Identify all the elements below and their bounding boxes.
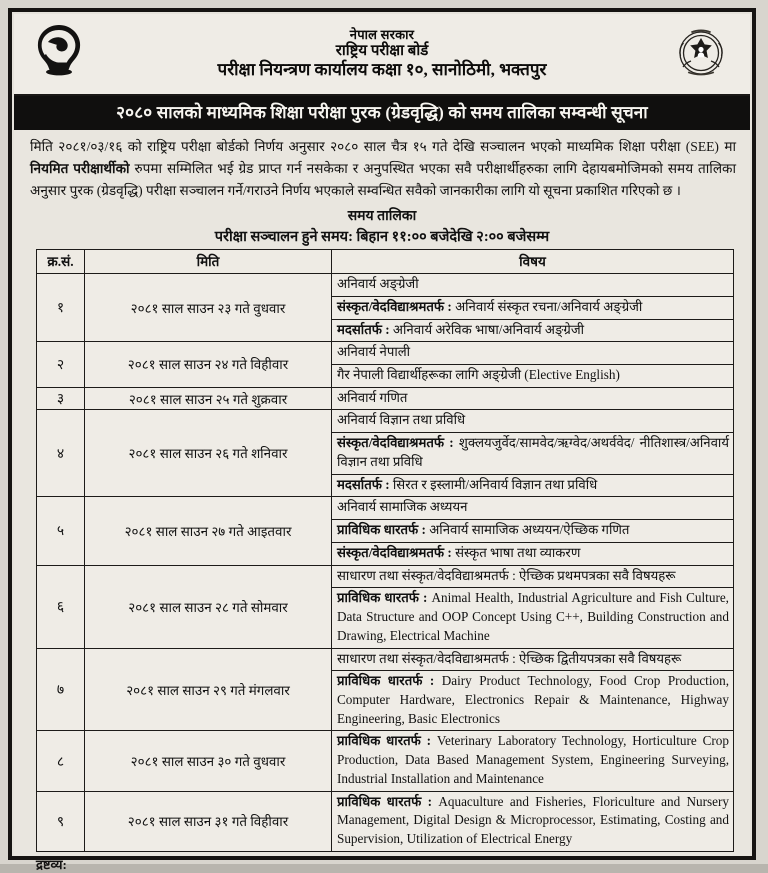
notice-paragraph xyxy=(14,130,750,204)
table-row xyxy=(37,274,734,297)
cell-subject xyxy=(332,387,734,410)
subject-stream-label: संस्कृत/वेदविद्याश्रमतर्फ : xyxy=(337,298,452,314)
cell-subject xyxy=(332,274,734,297)
table-row xyxy=(37,387,734,410)
subject-text: अनिवार्य सामाजिक अध्ययन/ऐच्छिक गणित xyxy=(425,522,630,538)
subject-stream-label: प्राविधिक धारतर्फ : xyxy=(337,522,426,538)
column-header-subject: विषय xyxy=(332,250,734,274)
table-row xyxy=(37,410,734,433)
notice-banner-title: २०८० सालको माध्यमिक शिक्षा परीक्षा पुरक (ग्रेडवृद्धि) को समय तालिका सम्वन्धी सूचना xyxy=(14,96,750,130)
subject-text: साधारण तथा संस्कृत/वेदविद्याश्रमतर्फ : ऐच्छिक द्वितीयपत्रका सवै विषयहरू xyxy=(337,650,682,666)
cell-serial-number: ८ xyxy=(37,731,85,791)
cell-subject xyxy=(332,296,734,319)
table-row xyxy=(37,497,734,520)
cell-serial-number: ५ xyxy=(37,497,85,565)
org-line-1: नेपाल सरकार xyxy=(349,27,415,43)
table-row xyxy=(37,648,734,671)
cell-exam-date: २०८१ साल साउन २३ गते वुधवार xyxy=(85,274,332,342)
subject-stream-label: संस्कृत/वेदविद्याश्रमतर्फ : xyxy=(337,544,452,560)
masthead xyxy=(14,14,750,96)
page-frame xyxy=(8,8,756,872)
cell-exam-date: २०८१ साल साउन ३१ गते विहीवार xyxy=(85,791,332,851)
table-row xyxy=(37,342,734,365)
subject-stream-label: प्राविधिक धारतर्फ : xyxy=(337,733,432,749)
subject-text: गैर नेपाली विद्यार्थीहरूका लागि अङ्ग्रेजी (Elective English) xyxy=(337,366,620,382)
subject-stream-label: प्राविधिक धारतर्फ : xyxy=(337,590,428,606)
cell-subject xyxy=(332,520,734,543)
subject-text: अनिवार्य सामाजिक अध्ययन xyxy=(337,499,468,515)
cell-serial-number: ४ xyxy=(37,410,85,497)
cell-subject xyxy=(332,565,734,588)
page-inner xyxy=(14,14,750,872)
routine-table-body xyxy=(37,274,734,852)
cell-subject xyxy=(332,671,734,731)
cell-exam-date: २०८१ साल साउन ३० गते वुधवार xyxy=(85,731,332,791)
footnote-label: द्रष्टव्य: xyxy=(36,856,67,872)
cell-subject xyxy=(332,542,734,565)
cell-subject xyxy=(332,319,734,342)
subject-text: Dairy Product Technology, Food Crop Production, Computer Hardware, Electronics Repair & Maintenance, Highway Engineering, Basic Electronics xyxy=(337,673,729,726)
cell-exam-date: २०८१ साल साउन २७ गते आइतवार xyxy=(85,497,332,565)
subject-text: Animal Health, Industrial Agriculture and Fish Culture, Data Structure and OOP Concept Using C++, Building Construction and Drawing, Electrical Machine xyxy=(337,590,729,643)
subject-text: शुक्लयजुर्वेद/सामवेद/ऋग्वेद/अथर्ववेद/ नीतिशास्त्र/अनिवार्य विज्ञान तथा प्रविधि xyxy=(337,435,729,469)
subject-text: अनिवार्य गणित xyxy=(337,389,408,405)
cell-exam-date: २०८१ साल साउन २६ गते शनिवार xyxy=(85,410,332,497)
subject-text: अनिवार्य अङ्ग्रेजी xyxy=(337,276,419,292)
cell-serial-number: ६ xyxy=(37,565,85,648)
cell-exam-date: २०८१ साल साउन २९ गते मंगलवार xyxy=(85,648,332,731)
org-line-3: परीक्षा नियन्त्रण कार्यालय कक्षा १०, सानोठिमी, भक्तपुर xyxy=(217,60,547,80)
cell-subject xyxy=(332,791,734,851)
subject-text: अनिवार्य विज्ञान तथा प्रविधि xyxy=(337,412,466,428)
column-header-sn: क्र.सं. xyxy=(37,250,85,274)
organization-titles xyxy=(218,27,547,80)
national-examination-board-seal-icon xyxy=(672,22,730,82)
cell-serial-number: ९ xyxy=(37,791,85,851)
subject-text: अनिवार्य नेपाली xyxy=(337,344,411,360)
cell-subject xyxy=(332,731,734,791)
subject-text: अनिवार्य संस्कृत रचना/अनिवार्य अङ्ग्रेजी xyxy=(451,298,643,314)
schedule-title: समय तालिका xyxy=(347,209,417,225)
subject-text: Aquaculture and Fisheries, Floriculture and Nursery Management, Digital Design & Microprocessor, Estimating, Costing and Supervision, Utilization of Electrical Energy xyxy=(337,793,729,847)
nepal-government-emblem-icon xyxy=(28,20,90,84)
cell-subject xyxy=(332,433,734,474)
cell-subject xyxy=(332,364,734,387)
cell-exam-date: २०८१ साल साउन २४ गते विहीवार xyxy=(85,342,332,387)
subject-text: सिरत र इस्लामी/अनिवार्य विज्ञान तथा प्रविधि xyxy=(389,476,598,492)
cell-subject xyxy=(332,474,734,497)
notice-paragraph-part2: रुपमा सम्मिलित भई ग्रेड प्राप्त गर्न नसकेका र अनुपस्थित भएका सवै परीक्षार्थीहरुका लागि देहायबमोजिमको समय तालिका अनुसार पुरक (ग्रेडवृद्धि) परीक्षा सञ्चालन गर्ने/गराउने निर्णय भएकाले सम्वन्धित सवैको जानकारीका लागि यो सूचना प्रकाशित गरिएको छ । xyxy=(30,161,736,199)
cell-serial-number: ३ xyxy=(37,387,85,410)
subject-text: साधारण तथा संस्कृत/वेदविद्याश्रमतर्फ : ऐच्छिक प्रथमपत्रका सवै विषयहरू xyxy=(337,567,676,583)
routine-table-wrapper xyxy=(14,249,750,852)
cell-exam-date: २०८१ साल साउन २५ गते शुक्रवार xyxy=(85,387,332,410)
column-header-date: मिति xyxy=(85,250,332,274)
cell-exam-date: २०८१ साल साउन २८ गते सोमवार xyxy=(85,565,332,648)
cell-serial-number: ७ xyxy=(37,648,85,731)
cell-subject xyxy=(332,342,734,365)
subject-text: अनिवार्य अरेविक भाषा/अनिवार्य अङ्ग्रेजी xyxy=(389,321,585,337)
table-header-row xyxy=(37,250,734,274)
cell-serial-number: १ xyxy=(37,274,85,342)
table-row xyxy=(37,791,734,851)
cell-serial-number: २ xyxy=(37,342,85,387)
subject-stream-label: संस्कृत/वेदविद्याश्रमतर्फ : xyxy=(337,435,454,451)
org-line-2: राष्ट्रिय परीक्षा बोर्ड xyxy=(335,42,429,59)
routine-table xyxy=(36,249,734,852)
subject-stream-label: मदर्सातर्फ : xyxy=(337,321,390,337)
cell-subject xyxy=(332,648,734,671)
subject-text: Veterinary Laboratory Technology, Horticulture Crop Production, Data Based Management System, Engineering Surveying, Industrial Installation and Maintenance xyxy=(337,733,729,786)
subject-stream-label: प्राविधिक धारतर्फ : xyxy=(337,673,435,689)
notice-paragraph-part1: मिति २०८१/०३/१६ को राष्ट्रिय परीक्षा बोर्डको निर्णय अनुसार २०८० साल चैत्र १५ गते देखि सञ्चालन भएको माध्यमिक शिक्षा परीक्षा (SEE) मा xyxy=(30,139,736,154)
cell-subject xyxy=(332,588,734,648)
schedule-time: परीक्षा सञ्चालन हुने समय: बिहान ११:०० बजेदेखि २:०० बजेसम्म xyxy=(214,229,550,246)
cell-subject xyxy=(332,410,734,433)
subject-stream-label: प्राविधिक धारतर्फ : xyxy=(337,793,433,809)
cell-subject xyxy=(332,497,734,520)
subject-text: संस्कृत भाषा तथा व्याकरण xyxy=(451,544,581,560)
table-row xyxy=(37,565,734,588)
notice-paragraph-bold: नियमित परीक्षार्थीको xyxy=(30,161,130,177)
table-row xyxy=(37,731,734,791)
subject-stream-label: मदर्सातर्फ : xyxy=(337,476,390,492)
